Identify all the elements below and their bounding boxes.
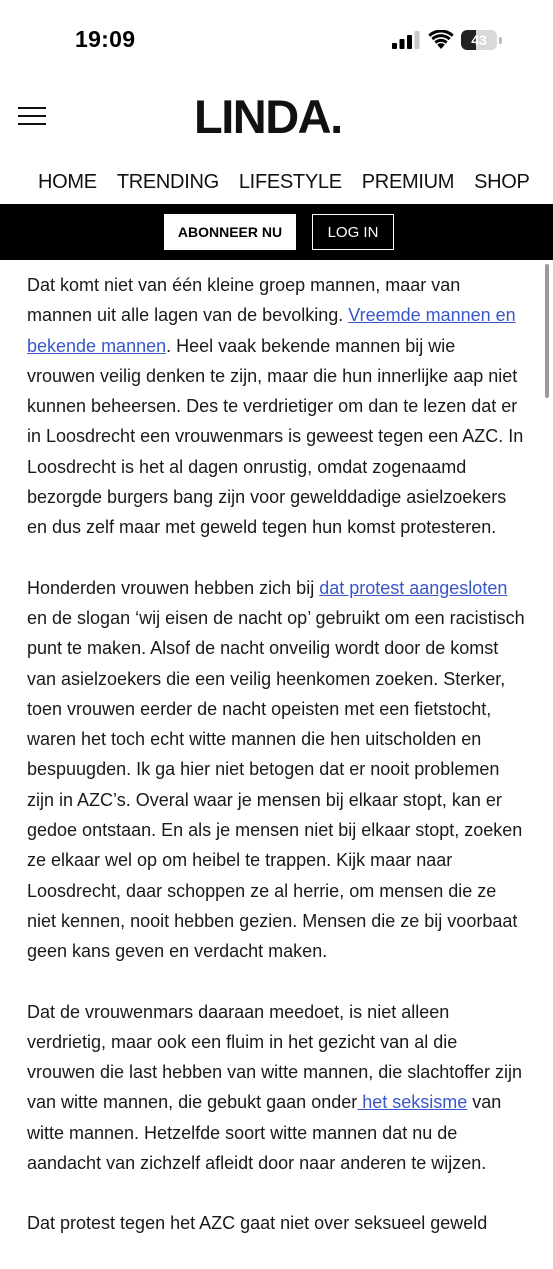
article-paragraph xyxy=(27,270,527,543)
paragraph-text: en de slogan ‘wij eisen de nacht op’ gebruikt om een racistisch punt te maken. Alsof de nacht onveilig wordt door de komst van asielzoekers die een veilig heenkomen zoeken. Sterker, toen vrouwen eerder de nacht opeisten met een fietstocht, waren het toch echt witte mannen die hen uitscholden en bespuugden. Ik ga hier niet betogen dat er nooit problemen zijn in AZC’s. Overal waar je mensen bij elkaar stopt, kan er gedoe ontstaan. En als je mensen niet bij elkaar stopt, zoeken ze elkaar wel op om heibel te trappen. Kijk maar naar Loosdrecht, daar schoppen ze al herrie, om mensen die ze niet kennen, nooit hebben gezien. Mensen die ze bij voorbaat geen kans geven en verdacht maken. xyxy=(27,607,525,962)
article-paragraph xyxy=(27,997,527,1179)
nav-premium[interactable]: PREMIUM xyxy=(361,171,455,193)
paragraph-text: Dat protest tegen het AZC gaat niet over seksueel geweld xyxy=(27,1213,488,1234)
article-body xyxy=(27,270,527,1269)
nav-trending[interactable]: TRENDING xyxy=(116,171,219,193)
wifi-icon xyxy=(428,30,454,50)
site-logo[interactable]: LINDA. xyxy=(194,90,342,143)
nav-shop[interactable]: SHOP xyxy=(474,171,530,193)
subscribe-button[interactable]: ABONNEER NU xyxy=(164,214,296,250)
menu-icon[interactable] xyxy=(18,105,48,127)
battery-icon xyxy=(461,30,503,50)
cellular-signal-icon xyxy=(392,31,420,49)
paragraph-text: van witte mannen. Hetzelfde soort witte mannen dat nu de aandacht van zichzelf afleidt door naar anderen te wijzen. xyxy=(27,1092,502,1174)
auth-bar xyxy=(0,204,553,260)
article-link[interactable]: dat protest aangesloten xyxy=(319,577,508,598)
article-link[interactable]: het seksisme xyxy=(357,1092,468,1113)
nav-lifestyle[interactable]: LIFESTYLE xyxy=(238,171,342,193)
paragraph-text: . Heel vaak bekende mannen bij wie vrouwen veilig denken te zijn, maar die hun innerlijke aap niet kunnen beheersen. Des te verdrietiger om dan te lezen dat er in Loosdrecht een vrouwenmars is geweest tegen een AZC. In Loosdrecht is het al dagen onrustig, omdat zogenaamd bezorgde burgers bang zijn voor gewelddadige asielzoekers en dus zelf maar met geweld tegen hun komst protesteren. xyxy=(27,335,524,538)
paragraph-text: Dat de vrouwenmars daaraan meedoet, is niet alleen verdrietig, maar ook een fluim in het gezicht van al die vrouwen die last hebben van witte mannen, die slachtoffer zijn van witte mannen, die gebukt gaan onder xyxy=(27,1001,522,1113)
paragraph-text: Dat komt niet van één kleine groep mannen, maar van mannen uit alle lagen van de bevolking. xyxy=(27,275,461,326)
status-bar xyxy=(0,0,553,80)
battery-level-text: 43 xyxy=(471,32,487,48)
article-paragraph xyxy=(27,573,527,967)
status-time: 19:09 xyxy=(75,26,136,52)
paragraph-text: Honderden vrouwen hebben zich bij xyxy=(27,577,320,598)
nav-home[interactable]: HOME xyxy=(38,171,97,193)
article-link[interactable]: Vreemde mannen en bekende mannen xyxy=(27,305,516,356)
main-nav xyxy=(38,169,550,195)
scrollbar-thumb[interactable] xyxy=(545,264,549,398)
login-button[interactable]: LOG IN xyxy=(312,214,394,250)
article-paragraph xyxy=(27,1208,527,1238)
